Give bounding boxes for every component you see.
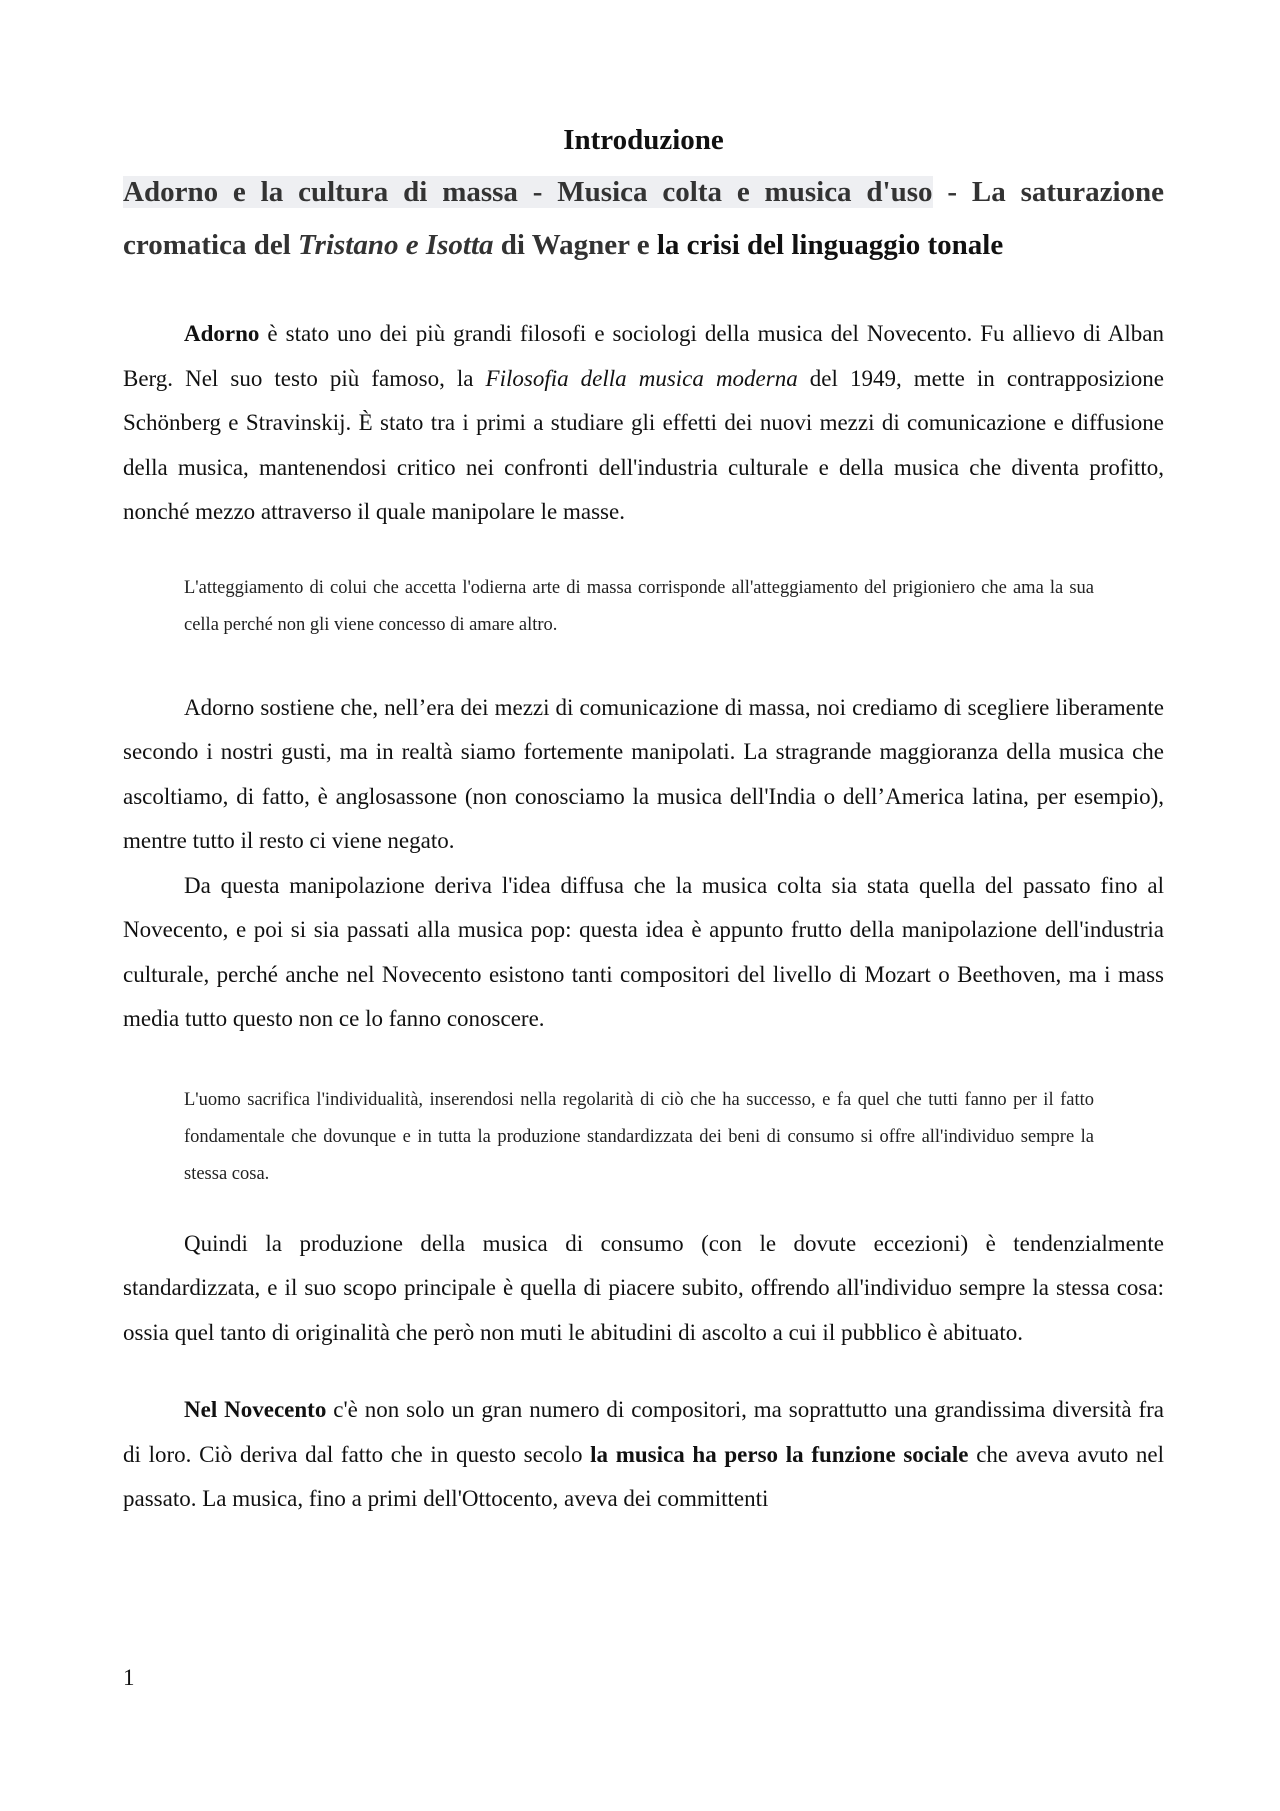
spacer: [123, 1193, 1164, 1222]
paragraph-consumption: Quindi la produzione della musica di consumo (con le dovute eccezioni) è tendenzialmente standardizzata, e il suo scopo principale è quella di piacere subito, offrendo all'individuo sempre la stessa cosa: ossia quel tanto di originalità che però non muti le abitudini di ascolto a cui il pubblico è abituato.: [123, 1230, 1164, 1345]
paragraph-text: è stato uno dei più grandi filosofi e sociologi della musica del Novecento. Fu allievo di Alban Berg. Nel suo testo più famoso, la: [123, 321, 1164, 391]
subtitle-part: di Wagner e: [493, 229, 657, 261]
paragraph-adorno: [123, 312, 1164, 535]
document-page: [123, 120, 1164, 1522]
paragraph-culture: Da questa manipolazione deriva l'idea diffusa che la musica colta sia stata quella del passato fino al Novecento, e poi si sia passati alla musica pop: questa idea è appunto frutto della manipolazione dell'industria culturale, perché anche nel Novecento esistono tanti compositori del livello di Mozart o Beethoven, ma i mass media tutto questo non ce lo fanno conoscere.: [123, 872, 1164, 1031]
paragraph-text: c'è non solo un gran numero di compositori, ma soprattutto una grandissima diversità fra di loro. Ciò deriva dal fatto che in questo secolo: [123, 1397, 1164, 1467]
spacer: [123, 1042, 1164, 1082]
spacer: [123, 272, 1164, 312]
spacer: [123, 535, 1164, 570]
subtitle: [123, 166, 1164, 272]
subtitle-highlight: Adorno e la cultura di massa - Musica colta e musica d'uso: [123, 176, 933, 208]
bold-term: Adorno: [184, 321, 260, 346]
subtitle-dash: -: [932, 176, 972, 208]
page-number: 1: [123, 1665, 135, 1690]
book-title: Filosofia della musica moderna: [485, 365, 798, 391]
spacer: [123, 644, 1164, 686]
page-title: Introduzione: [563, 124, 724, 156]
paragraph-manipulation: Adorno sostiene che, nell’era dei mezzi di comunicazione di massa, noi crediamo di scegliere liberamente secondo i nostri gusti, ma in realtà siamo fortemente manipolati. La stragrande maggioranza della musica che ascoltiamo, di fatto, è anglosassone (non conosciamo la musica dell'India o dell’America latina, per esempio), mentre tutto il resto ci viene negato.: [123, 694, 1164, 853]
paragraph-novecento: [123, 1388, 1164, 1522]
subtitle-part: la crisi del linguaggio tonale: [656, 229, 1004, 261]
block-quote: L'atteggiamento di colui che accetta l'odierna arte di massa corrisponde all'atteggiamento del prigioniero che ama la sua cella perché non gli viene concesso di amare altro.: [184, 577, 1094, 635]
subtitle-italic: Tristano e Isotta: [298, 229, 494, 261]
paragraph-text: del 1949, mette in contrapposizione Schönberg e Stravinskij. È stato tra i primi a studiare gli effetti dei nuovi mezzi di comunicazione e diffusione della musica, mantenendosi critico nei confronti dell'industria culturale e della musica che diventa profitto, nonché mezzo attraverso il quale manipolare le masse.: [123, 365, 1164, 524]
block-quote: L'uomo sacrifica l'individualità, inserendosi nella regolarità di ciò che ha successo, e fa quel che tutti fanno per il fatto fondamentale che dovunque e in tutta la produzione standardizzata dei beni di consumo si offre all'individuo sempre la stessa cosa.: [184, 1089, 1094, 1184]
spacer: [123, 1355, 1164, 1388]
subtitle-part: La saturazione cromatica del: [123, 176, 1164, 261]
paragraph-text: che aveva avuto nel passato. La musica, fino a primi dell'Ottocento, aveva dei committenti: [123, 1441, 1164, 1511]
bold-term: Nel Novecento: [184, 1397, 327, 1422]
bold-term: la musica ha perso la funzione sociale: [590, 1441, 969, 1467]
